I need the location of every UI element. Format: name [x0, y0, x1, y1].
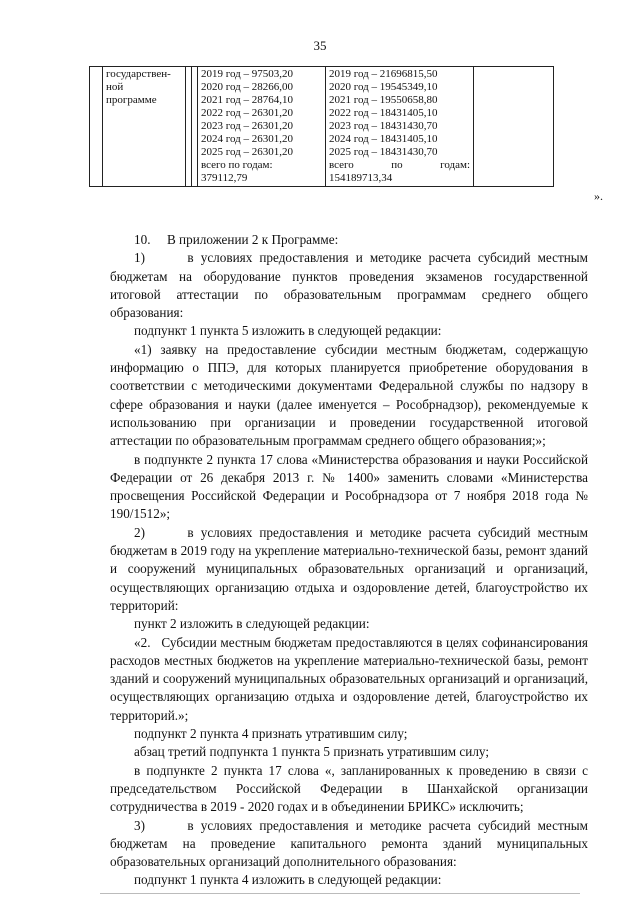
paragraph: подпункт 1 пункта 5 изложить в следующей редакции: — [134, 323, 442, 339]
federal-year-line: 2021 год – 19550658,80 — [329, 94, 438, 106]
region-year-line: 2023 год – 26301,20 — [201, 120, 294, 132]
table-closing-quote: ». — [594, 189, 603, 203]
paragraph: в подпункте 2 пункта 17 слова «, запланированных к проведению в связи с председательством Российской Федерации в Шанхайской организации сотрудничества в 2019 - 2020 годах и в объединении БРИКС» исключить; — [110, 762, 588, 815]
paragraph: 1) в условиях предоставления и методике расчета субсидий местным бюджетам на оборудование пунктов проведения экзаменов государственной итоговой аттестации по образовательным программам среднего общего образования: — [110, 250, 588, 321]
federal-year-line: 2020 год – 19545349,10 — [329, 81, 438, 93]
paragraph: подпункт 1 пункта 4 изложить в следующей редакции: — [134, 872, 442, 888]
region-year-line: 2021 год – 28764,10 — [201, 94, 294, 106]
paragraph: 3) в условиях предоставления и методике расчета субсидий местным бюджетам на проведение капитального ремонта зданий муниципальных образовательных организаций дополнительного образования: — [110, 817, 588, 870]
federal-year-line: 2019 год – 21696815,50 — [329, 68, 438, 80]
region-year-line: 2022 год – 26301,20 — [201, 107, 294, 119]
document-body — [110, 231, 588, 890]
region-year-line: 2019 год – 97503,20 — [201, 68, 294, 80]
table-row — [90, 67, 554, 187]
paragraph: 10. В приложении 2 к Программе: — [134, 232, 339, 247]
bottom-rule — [100, 893, 580, 894]
paragraph: 2) в условиях предоставления и методике расчета субсидий местным бюджетам в 2019 году на укрепление материально-технической базы, ремонт зданий и сооружений муниципальных образовательных организаций и организаций, осуществляющих организацию отдыха и оздоровление детей, благоустройство их территорий: — [110, 524, 588, 613]
federal-total-word: всего — [329, 159, 354, 171]
region-total-label: всего по годам: — [201, 159, 273, 171]
table-cell-empty — [90, 67, 103, 187]
paragraph: «1) заявку на предоставление субсидии местным бюджетам, содержащую информацию о ППЭ, для которых планируется приобретение оборудования в соответствии с методическими документами Федеральной службы по надзору в сфере образования и науки (далее именуется – Рособрнадзор), рекомендуемые к использованию при организации и проведении государственной итоговой аттестации по образовательным программам среднего общего образования;»; — [110, 341, 588, 449]
paragraph: в подпункте 2 пункта 17 слова «Министерства образования и науки Российской Федерации от 26 декабря 2013 г. № 1400» заменить словами «Министерства просвещения Российской Федерации и Рособрнадзора от 7 ноября 2018 года № 190/1512»; — [110, 451, 588, 522]
federal-total-value: 154189713,34 — [329, 172, 393, 184]
page-number: 35 — [313, 38, 327, 53]
federal-year-line: 2025 год – 18431430,70 — [329, 146, 438, 158]
region-budget-cell — [198, 67, 326, 187]
federal-year-line: 2022 год – 18431405,10 — [329, 107, 438, 119]
paragraph: абзац третий подпункта 1 пункта 5 признать утратившим силу; — [134, 744, 489, 760]
region-year-line: 2025 год – 26301,20 — [201, 146, 294, 158]
budget-table — [89, 66, 554, 187]
federal-year-line: 2023 год – 18431430,70 — [329, 120, 438, 132]
federal-total-word: годам: — [440, 159, 470, 171]
federal-year-line: 2024 год – 18431405,10 — [329, 133, 438, 145]
table-cell-empty — [474, 67, 554, 187]
region-year-line: 2024 год – 26301,20 — [201, 133, 294, 145]
region-year-line: 2020 год – 28266,00 — [201, 81, 294, 93]
paragraph: подпункт 2 пункта 4 признать утратившим силу; — [134, 726, 408, 742]
program-name-text: государствен- ной программе — [106, 68, 171, 106]
federal-total-label — [329, 159, 470, 172]
paragraph: пункт 2 изложить в следующей редакции: — [134, 616, 370, 632]
federal-budget-cell — [326, 67, 474, 187]
paragraph: «2. Субсидии местным бюджетам предоставляются в целях софинансирования расходов местных бюджетов на укрепление материально-технической базы, ремонт зданий и сооружений муниципальных образовательных организаций и организаций, осуществляющих организацию отдыха и оздоровление детей, благоустройство их территорий.»; — [110, 634, 588, 723]
region-total-value: 379112,79 — [201, 172, 248, 184]
program-name-cell — [103, 67, 186, 187]
federal-total-word: по — [391, 159, 403, 171]
